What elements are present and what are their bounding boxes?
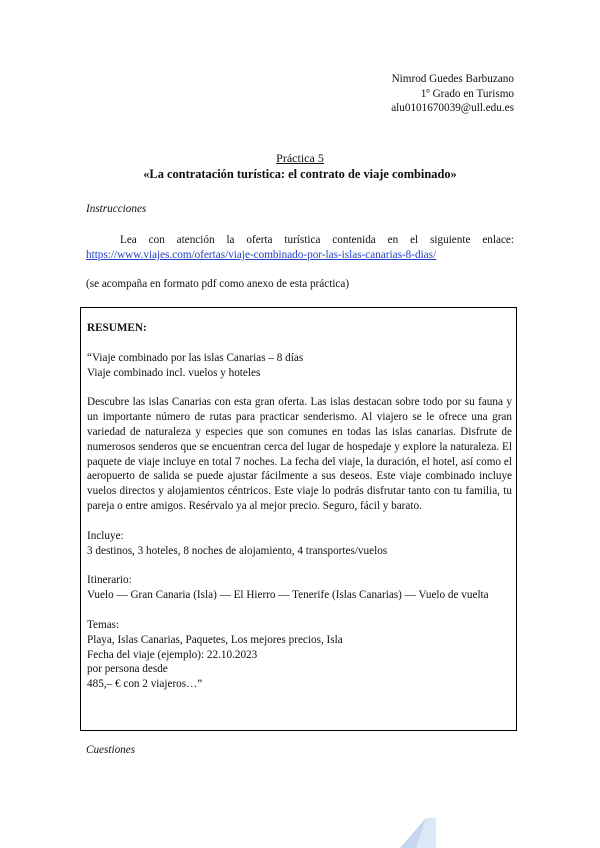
author-name: Nimrod Guedes Barbuzano — [391, 73, 514, 85]
price-from: por persona desde — [87, 663, 168, 676]
itinerary-label: Itinerario: — [87, 574, 132, 587]
topics-text: Playa, Islas Canarias, Paquetes, Los mejores precios, Isla — [87, 633, 343, 646]
author-block — [391, 72, 514, 116]
offer-subtitle: Viaje combinado incl. vuelos y hoteles — [87, 366, 261, 379]
offer-description: Descubre las islas Canarias con esta gran oferta. Las islas destacan sobre todo por su fauna y un importante número de rutas para practicar senderismo. Al viajero se le ofrece una gran variedad de naturaleza y especies que son comunes en todas las islas canarias. Disfrute de numerosos senderos que se encuentran cerca del lugar de hospedaje y explore la naturaleza. El paquete de viaje incluye en total 7 noches. La fecha del viaje, la duración, el hotel, así como el aeropuerto de salida se puede ajustar fácilmente a sus deseos. Este viaje combinado incluye vuelos directos y alojamientos céntricos. Este viaje lo podrás disfrutar tanto con tu familia, tu pareja o entre amigos. Resérvalo ya al mejor precio. Seguro, fácil y barato. — [87, 396, 512, 512]
itinerary-text: Vuelo — Gran Canaria (Isla) — El Hierro — Tenerife (Islas Canarias) — Vuelo de vuelta — [87, 589, 489, 602]
instructions-text: Lea con atención la oferta turística contenida en el siguiente enlace: — [120, 234, 514, 246]
price: 485,– € con 2 viajeros…” — [87, 678, 203, 691]
instructions-heading: Instrucciones — [86, 203, 147, 215]
title-block — [86, 151, 514, 182]
topics-label: Temas: — [87, 618, 120, 631]
includes-label: Incluye: — [87, 529, 124, 542]
offer-link[interactable]: https://www.viajes.com/ofertas/viaje-combinado-por-las-islas-canarias-8-dias/ — [86, 248, 437, 261]
summary-label: RESUMEN: — [87, 322, 147, 334]
author-email: alu0101670039@ull.edu.es — [391, 102, 514, 115]
practice-number: Práctica 5 — [276, 151, 324, 165]
annex-note: (se acompaña en formato pdf como anexo de esta práctica) — [86, 278, 350, 290]
corner-decoration — [386, 818, 436, 848]
document-title: «La contratación turística: el contrato de viaje combinado» — [143, 166, 457, 181]
summary-box — [80, 307, 517, 731]
trip-date: Fecha del viaje (ejemplo): 22.10.2023 — [87, 648, 258, 661]
questions-heading: Cuestiones — [86, 744, 136, 756]
offer-title: “Viaje combinado por las islas Canarias – 8 días — [87, 351, 304, 364]
author-grade: 1º Grado en Turismo — [420, 87, 514, 100]
instructions-paragraph — [86, 233, 514, 263]
includes-text: 3 destinos, 3 hoteles, 8 noches de alojamiento, 4 transportes/vuelos — [87, 544, 388, 557]
